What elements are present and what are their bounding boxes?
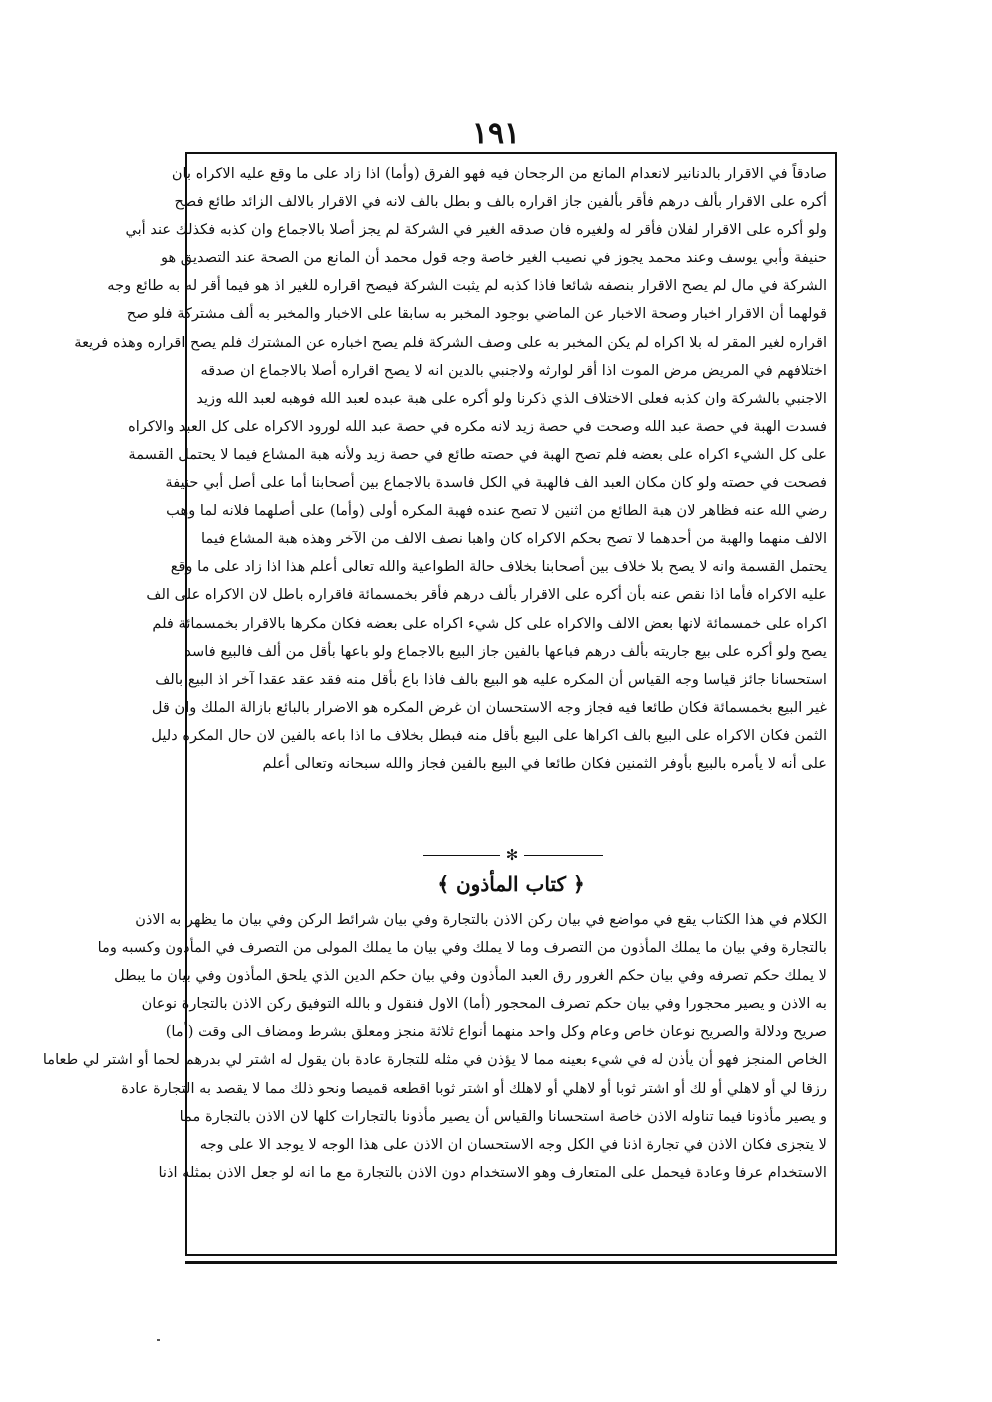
divider-ornament: ✻ bbox=[500, 845, 524, 865]
section-two-text bbox=[42, 906, 827, 1187]
scan-speck bbox=[157, 1339, 160, 1341]
text-line: على كل الشيء اكراه على بعضه فلم تصح الهبة في حصته طائع في حصة زيد ولأنه هبة المشاع فيما لا يحتمل القسمة bbox=[128, 445, 827, 463]
text-line: حنيفة وأبي يوسف وعند محمد يجوز في نصيب الغير خاصة وجه قول محمد أن المانع من الصحة عند التصديق هو bbox=[160, 249, 827, 267]
chapter-title: ﴿ كتاب المأذون ﴾ bbox=[437, 872, 585, 896]
text-line: استحسانا جائز قياسا وجه القياس أن المكره عليه هو البيع بالف فاذا باع بأقل منه فقد عقد عقدا آخر اذ البيع بالف bbox=[155, 670, 827, 688]
text-line: فصحت في حصته ولو كان مكان العبد الف فالهبة في الكل فاسدة بالاجماع بين أصحابنا أما على أصل أبي حنيفة bbox=[165, 474, 827, 492]
text-line: الالف منهما والهبة من أحدهما لا تصح بحكم الاكراه كان واهبا نصف الالف من الآخر وهذه هبة المشاع فيما bbox=[200, 530, 827, 548]
text-line: به الاذن و يصير محجورا وفي بيان حكم تصرف المحجور (أما) الاول فنقول و بالله التوفيق ركن الاذن بالتجارة نوعان bbox=[141, 995, 827, 1013]
text-line: الثمن فكان الاكراه على البيع بالف اكراها على البيع بأقل منه فبطل بخلاف ما اذا باعه بالفين لان حال المكره دليل bbox=[151, 726, 827, 744]
page-number: ۱۹۱ bbox=[471, 116, 521, 151]
text-line: قولهما أن الاقرار اخبار وصحة الاخبار عن الماضي بوجود المخبر به سابقا على الاخبار والمخبر به ألف مشتركة فلو صح bbox=[126, 305, 827, 323]
frame-bottom-rule bbox=[185, 1261, 837, 1264]
text-line: الاجنبي بالشركة وان كذبه فعلى الاختلاف الذي ذكرنا ولو أكره على هبة عبده لعبد الله فوهبه لعبد الله وزيد bbox=[196, 389, 827, 407]
text-line: اختلافهم في المريض مرض الموت اذا أقر لوارثه ولاجنبي بالدين انه لا يصح اقراره أصلا بالاجماع ان صدقه bbox=[200, 361, 827, 379]
text-line: عليه الاكراه فأما اذا نقص عنه بأن أكره على الاقرار بألف درهم فأقر بخمسمائة فاقراره باطل لان الاكراه على الف bbox=[146, 586, 827, 604]
text-line: غير البيع بخمسمائة فكان طائعا فيه فجاز وجه الاستحسان ان غرض المكره هو الاضرار بالبائع بازالة الملك وان قل bbox=[151, 698, 827, 716]
text-line: الاستخدام عرفا وعادة فيحمل على المتعارف وهو الاستخدام دون الاذن بالتجارة مع ما انه لو جعل الاذن بمثله اذنا bbox=[158, 1163, 827, 1181]
text-line: صريح ودلالة والصريح نوعان خاص وعام وكل واحد منهما أنواع ثلاثة منجز ومعلق بشرط ومضاف الى وقت (أما) bbox=[165, 1023, 827, 1041]
page-frame bbox=[42, 152, 837, 1256]
text-line: الخاص المنجز فهو أن يأذن له في شيء بعينه مما لا يؤذن في مثله للتجارة عادة بان يقول له اشتر لي بدرهم لحما أو اشتر لي طعاما bbox=[42, 1051, 827, 1069]
text-line: اقراره لغير المقر له بلا اكراه لم يكن المخبر به على وصف الشركة فلم يصح اخباره عن المشترك فلم يصح اقراره وهذه فريعة bbox=[74, 333, 827, 351]
text-line: الشركة في مال لم يصح الاقرار بنصفه شائعا فاذا كذبه لم يثبت الشركة فيصح اقراره للغير اذ هو فيما أقر له به طائع وجه bbox=[107, 277, 827, 295]
text-line: و يصير مأذونا فيما تناوله الاذن خاصة استحسانا والقياس أن يصير مأذونا بالتجارات كلها لان الاذن بالتجارة مما bbox=[179, 1107, 827, 1125]
text-line: يحتمل القسمة وانه لا يصح بلا خلاف بين أصحابنا بخلاف حالة الطواعية والله تعالى أعلم هذا اذا زاد على ما وقع bbox=[170, 558, 827, 576]
text-line: ولو أكره على الاقرار لفلان فأقر له ولغيره فان صدقه الغير في الشركة لم يجز أصلا بالاجماع وان كذبه فكذلك عند أبي bbox=[125, 221, 827, 239]
text-line: رزقا لي أو لاهلي أو لك أو اشتر ثوبا أو لاهلي أو لاهلك أو اشتر ثوبا اقطعه قميصا ونحو ذلك مما لا يقصد به التجارة عادة bbox=[121, 1079, 827, 1097]
text-line: لا يملك حكم تصرفه وفي بيان حكم الغرور رق العبد المأذون وفي بيان حكم الدين الذي يلحق المأذون وفي بيان ما يبطل bbox=[114, 967, 827, 985]
section-one-text bbox=[74, 160, 827, 778]
text-line: أكره على الاقرار بألف درهم فأقر بألفين جاز اقراره بالف و بطل بالف لانه في الاقرار بالالف الزائد طائع فصح bbox=[174, 193, 827, 211]
text-line: الكلام في هذا الكتاب يقع في مواضع في بيان ركن الاذن بالتجارة وفي بيان شرائط الركن وفي بيان ما يظهر به الاذن bbox=[135, 911, 827, 928]
text-line: صادقاً في الاقرار بالدنانير لانعدام المانع من الرجحان فيه فهو الفرق (وأما) اذا زاد على ما وقع عليه الاكراه بان bbox=[171, 165, 827, 182]
text-line: على أنه لا يأمره بالبيع بأوفر الثمنين فكان طائعا في البيع بالفين فجاز والله سبحانه وتعالى أعلم bbox=[262, 754, 827, 772]
text-line: بالتجارة وفي بيان ما يملك المأذون من التصرف وما لا يملك وفي بيان ما يملك المولى من التصرف في المأذون وكسبه وما bbox=[97, 939, 827, 957]
text-line: اكراه على خمسمائة لانها بعض الالف والاكراه على كل شيء اكراه على بعضه فكان مكرها بالاقرار بخمسمائة فلم bbox=[152, 614, 827, 632]
text-line: لا يتجزى فكان الاذن في تجارة اذنا في الكل وجه الاستحسان ان الاذن على هذا الوجه لا يوجد الا على وجه bbox=[199, 1135, 827, 1153]
text-line: رضي الله عنه فظاهر لان هبة الطائع من اثنين لا تصح عنده فهبة المكره أولى (وأما) على أصلهما فلانه لما وهب bbox=[166, 502, 827, 520]
text-line: فسدت الهبة في حصة عبد الله وصحت في حصة زيد لانه مكره في حصة عبد الله لورود الاكراه على كل العبد والاكراه bbox=[128, 417, 827, 435]
text-line: يصح ولو أكره على بيع جاريته بألف درهم فباعها بالفين جاز البيع بالاجماع ولو باعها بأقل من ألف فالبيع فاسد bbox=[184, 642, 827, 660]
